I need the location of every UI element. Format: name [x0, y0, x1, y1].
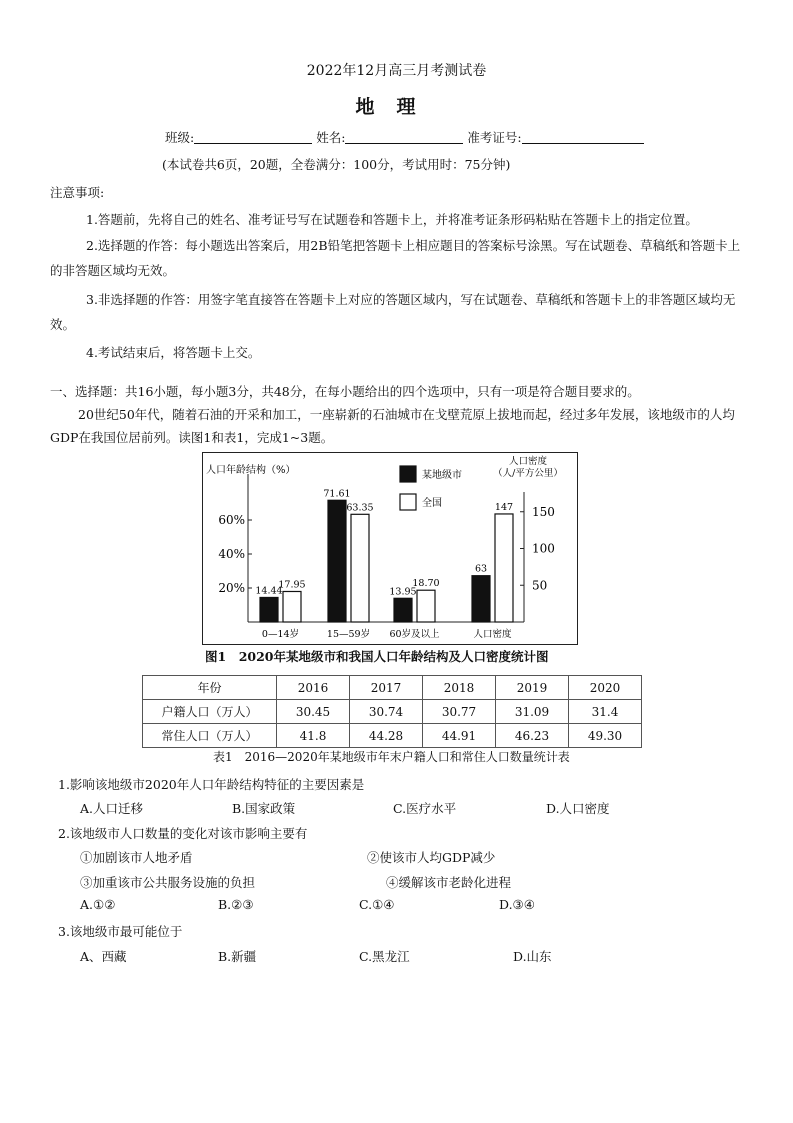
- notice-item-4: 4.考试结束后，将答题卡上交。: [86, 345, 261, 360]
- table-cell: 31.4: [569, 700, 642, 724]
- population-table: [142, 675, 642, 748]
- bar-value-label: 14.44: [255, 585, 283, 597]
- table-cell: 49.30: [569, 724, 642, 748]
- right-axis-label: 人口密度（人/平方公里）: [493, 456, 563, 479]
- notice-item-2: 2.选择题的作答：每小题选出答案后，用2B铅笔把答题卡上相应题目的答案标号涂黑。写在试题卷、草稿纸和答题卡上的非答题区域均无效。: [50, 238, 741, 278]
- bar: [472, 576, 490, 622]
- q1-option-b[interactable]: B.国家政策: [232, 801, 296, 816]
- right-tick-label: 150: [532, 504, 555, 519]
- table-header-cell: 年份: [143, 676, 277, 700]
- legend-swatch: [400, 466, 416, 482]
- population-chart: [202, 452, 578, 645]
- q2-statement-1: ①加剧该市人地矛盾: [80, 850, 193, 865]
- table-caption: 表1 2016—2020年某地级市年末户籍人口和常住人口数量统计表: [213, 750, 570, 764]
- question-stem: 20世纪50年代，随着石油的开采和加工，一座崭新的石油城市在戈壁荒原上拔地而起，经过多年发展，该地级市的人均GDP在我国位居前列。读图1和表1，完成1~3题。: [50, 407, 735, 445]
- bar: [283, 591, 301, 622]
- bar-value-label: 71.61: [323, 488, 351, 500]
- bar: [417, 590, 435, 622]
- bar-value-label: 147: [494, 501, 514, 513]
- left-tick-label: 60%: [218, 513, 245, 527]
- q2-statement-4: ④缓解该市老龄化进程: [386, 875, 512, 890]
- question-1-stem: 1.影响该地级市2020年人口年龄结构特征的主要因素是: [58, 777, 365, 792]
- legend-swatch: [400, 494, 416, 510]
- table-header-cell: 2016: [277, 676, 350, 700]
- left-tick-label: 40%: [218, 547, 245, 561]
- q2-statement-2: ②使该市人均GDP减少: [367, 850, 496, 865]
- bar-value-label: 18.70: [412, 578, 440, 590]
- name-label: 姓名:: [316, 130, 346, 145]
- table-cell: 常住人口（万人）: [143, 724, 277, 748]
- question-3-stem: 3.该地级市最可能位于: [58, 924, 183, 939]
- bar-value-label: 63: [474, 563, 488, 575]
- notice-item-1: 1.答题前，先将自己的姓名、准考证号写在试题卷和答题卡上，并将准考证条形码粘贴在答题卡上的指定位置。: [86, 212, 698, 227]
- q3-option-a[interactable]: A、西藏: [80, 949, 127, 964]
- notice-item-3: 3.非选择题的作答：用签字笔直接答在答题卡上对应的答题区域内，写在试题卷、草稿纸和答题卡上的非答题区域均无效。: [50, 292, 736, 332]
- q1-option-a[interactable]: A.人口迁移: [80, 801, 144, 816]
- q3-option-d[interactable]: D.山东: [513, 949, 552, 964]
- left-axis-label: 人口年龄结构（%）: [206, 465, 296, 476]
- table-cell: 44.91: [423, 724, 496, 748]
- q2-option-d[interactable]: D.③④: [499, 897, 535, 912]
- q2-option-a[interactable]: A.①②: [80, 897, 116, 912]
- category-label: 0—14岁: [261, 629, 300, 640]
- table-header-cell: 2018: [423, 676, 496, 700]
- table-cell: 46.23: [496, 724, 569, 748]
- q2-option-b[interactable]: B.②③: [218, 897, 254, 912]
- ticket-number-field[interactable]: [522, 131, 644, 144]
- exam-meta: (本试卷共6页，20题，全卷满分：100分，考试用时：75分钟): [162, 157, 511, 172]
- q2-option-c[interactable]: C.①④: [359, 897, 395, 912]
- legend-label: 某地级市: [422, 470, 462, 481]
- table-header-row: [143, 676, 642, 700]
- student-info-line: [165, 128, 644, 146]
- table-cell: 41.8: [277, 724, 350, 748]
- table-cell: 30.77: [423, 700, 496, 724]
- bar: [260, 597, 278, 622]
- q1-option-c[interactable]: C.医疗水平: [393, 801, 457, 816]
- notice-title: 注意事项:: [50, 185, 105, 200]
- q1-option-d[interactable]: D.人口密度: [546, 801, 610, 816]
- name-field[interactable]: [345, 131, 463, 144]
- left-tick-label: 20%: [218, 581, 245, 595]
- table-cell: 30.45: [277, 700, 350, 724]
- table-cell: 31.09: [496, 700, 569, 724]
- figure-caption: 图1 2020年某地级市和我国人口年龄结构及人口密度统计图: [205, 649, 549, 664]
- class-field[interactable]: [194, 131, 312, 144]
- bar-value-label: 13.95: [389, 586, 417, 598]
- class-label: 班级:: [165, 130, 195, 145]
- category-label: 60岁及以上: [389, 629, 440, 640]
- category-label: 15—59岁: [326, 629, 371, 640]
- bar: [351, 514, 369, 622]
- bar: [328, 500, 346, 622]
- exam-title: 2022年12月高三月考测试卷: [306, 63, 487, 79]
- table-cell: 44.28: [350, 724, 423, 748]
- table-cell: 户籍人口（万人）: [143, 700, 277, 724]
- right-tick-label: 100: [532, 541, 555, 556]
- table-header-cell: 2019: [496, 676, 569, 700]
- q3-option-b[interactable]: B.新疆: [218, 949, 257, 964]
- bar: [495, 514, 513, 622]
- table-cell: 30.74: [350, 700, 423, 724]
- table-row: [143, 724, 642, 748]
- bar-value-label: 63.35: [346, 502, 374, 514]
- question-2-stem: 2.该地级市人口数量的变化对该市影响主要有: [58, 826, 308, 841]
- subject-title: 地理: [355, 96, 438, 118]
- table-header-cell: 2017: [350, 676, 423, 700]
- category-label: 人口密度: [473, 629, 512, 640]
- q2-statement-3: ③加重该市公共服务设施的负担: [80, 875, 256, 890]
- section-title: 一、选择题：共16小题，每小题3分，共48分，在每小题给出的四个选项中，只有一项是符合题目要求的。: [50, 384, 640, 399]
- legend-label: 全国: [422, 498, 442, 509]
- bar: [394, 598, 412, 622]
- table-row: [143, 700, 642, 724]
- q3-option-c[interactable]: C.黑龙江: [359, 949, 410, 964]
- bar-value-label: 17.95: [278, 579, 306, 591]
- right-tick-label: 50: [532, 578, 548, 593]
- table-header-cell: 2020: [569, 676, 642, 700]
- ticket-label: 准考证号:: [467, 130, 522, 145]
